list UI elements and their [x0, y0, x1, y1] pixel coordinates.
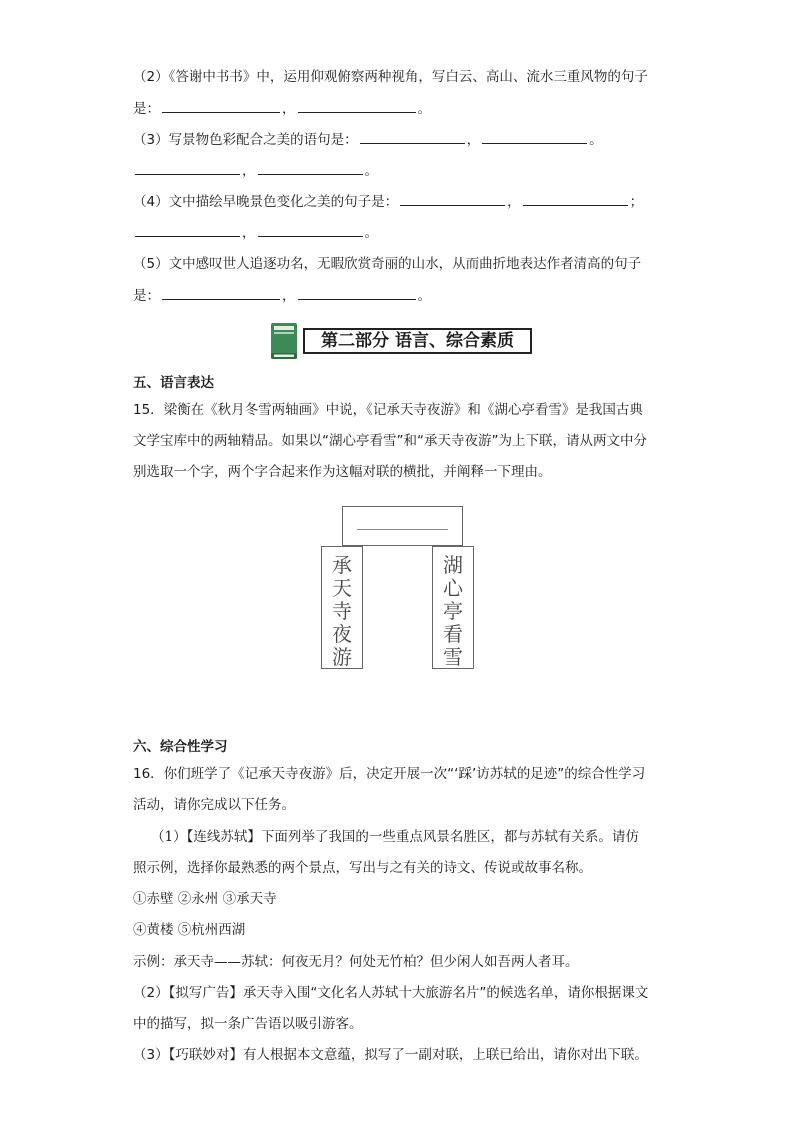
- couplet-char: 寺: [332, 599, 352, 623]
- couplet-char: 夜: [332, 622, 352, 646]
- q4-answer-line: ， 。: [133, 222, 378, 243]
- couplet-char: 亭: [443, 599, 463, 623]
- task1-text-2: 照示例，选择你最熟悉的两个景点，写出与之有关的诗文、传说或故事名称。: [133, 860, 592, 876]
- answer-blank[interactable]: [162, 98, 280, 113]
- section-5-heading: 五、语言表达: [133, 375, 214, 391]
- book-icon: [270, 322, 298, 360]
- q15-text-3: 别选取一个字，两个字合起来作为这幅对联的横批，并阐释一下理由。: [133, 464, 552, 480]
- q5-answer-line: 是： ， 。: [133, 285, 431, 306]
- couplet-char: 承: [332, 553, 352, 577]
- answer-blank[interactable]: [162, 285, 280, 300]
- banner-title: 第二部分 语言、综合素质: [303, 328, 532, 354]
- spots-line-1: ①赤壁 ②永州 ③承天寺: [133, 891, 277, 907]
- couplet-char: 看: [443, 622, 463, 646]
- q3-answer-line: ， 。: [133, 160, 378, 181]
- answer-blank[interactable]: [523, 191, 628, 206]
- q3-text: （3）写景物色彩配合之美的语句是： ， 。: [133, 129, 603, 150]
- q16-text-1: 16．你们班学了《记承天寺夜游》后，决定开展一次“‘踩’访苏轼的足迹”的综合性学习: [133, 766, 646, 782]
- q15-text-1: 15．梁衡在《秋月冬雪两轴画》中说，《记承天寺夜游》和《湖心亭看雪》是我国古典: [133, 402, 643, 418]
- answer-blank[interactable]: [360, 129, 465, 144]
- couplet-char: 心: [443, 576, 463, 600]
- couplet-blank-line: [357, 529, 448, 530]
- couplet-left-scroll: [321, 546, 363, 669]
- answer-blank[interactable]: [298, 285, 416, 300]
- answer-blank[interactable]: [135, 222, 240, 237]
- couplet-right-scroll: [432, 546, 474, 669]
- answer-blank[interactable]: [258, 222, 363, 237]
- couplet-char: 游: [332, 645, 352, 669]
- q2-answer-line: 是： ， 。: [133, 98, 431, 119]
- answer-blank[interactable]: [482, 129, 587, 144]
- task3-text: （3）【巧联妙对】有人根据本文意蕴，拟写了一副对联，上联已给出，请你对出下联。: [133, 1047, 648, 1063]
- q2-text: （2）《答谢中书书》中，运用仰观俯察两种视角，写白云、高山、流水三重风物的句子: [133, 69, 648, 85]
- couplet-char: 雪: [443, 645, 463, 669]
- q15-text-2: 文学宝库中的两轴精品。如果以“湖心亭看雪”和“承天寺夜游”为上下联，请从两文中分: [133, 433, 647, 449]
- answer-blank[interactable]: [400, 191, 505, 206]
- section-6-heading: 六、综合性学习: [133, 739, 228, 755]
- example-text: 示例：承天寺——苏轼：何夜无月？何处无竹柏？但少闲人如吾两人者耳。: [133, 954, 579, 970]
- q16-text-2: 活动，请你完成以下任务。: [133, 797, 295, 813]
- task2-text-1: （2）【拟写广告】承天寺入围“文化名人苏轼十大旅游名片”的候选名单，请你根据课文: [133, 985, 649, 1001]
- couplet-char: 天: [332, 576, 352, 600]
- task1-text-1: （1）【连线苏轼】下面列举了我国的一些重点风景名胜区，都与苏轼有关系。请仿: [151, 829, 639, 845]
- task2-text-2: 中的描写，拟一条广告语以吸引游客。: [133, 1016, 363, 1032]
- answer-blank[interactable]: [135, 160, 240, 175]
- q5-text: （5）文中感叹世人追逐功名，无暇欣赏奇丽的山水，从而曲折地表达作者清高的句子: [133, 256, 642, 272]
- answer-blank[interactable]: [298, 98, 416, 113]
- couplet-char: 湖: [443, 553, 463, 577]
- q4-text: （4）文中描绘早晚景色变化之美的句子是： ， ；: [133, 191, 643, 212]
- couplet-horizontal-scroll: [342, 506, 463, 546]
- answer-blank[interactable]: [258, 160, 363, 175]
- spots-line-2: ④黄楼 ⑤杭州西湖: [133, 922, 246, 938]
